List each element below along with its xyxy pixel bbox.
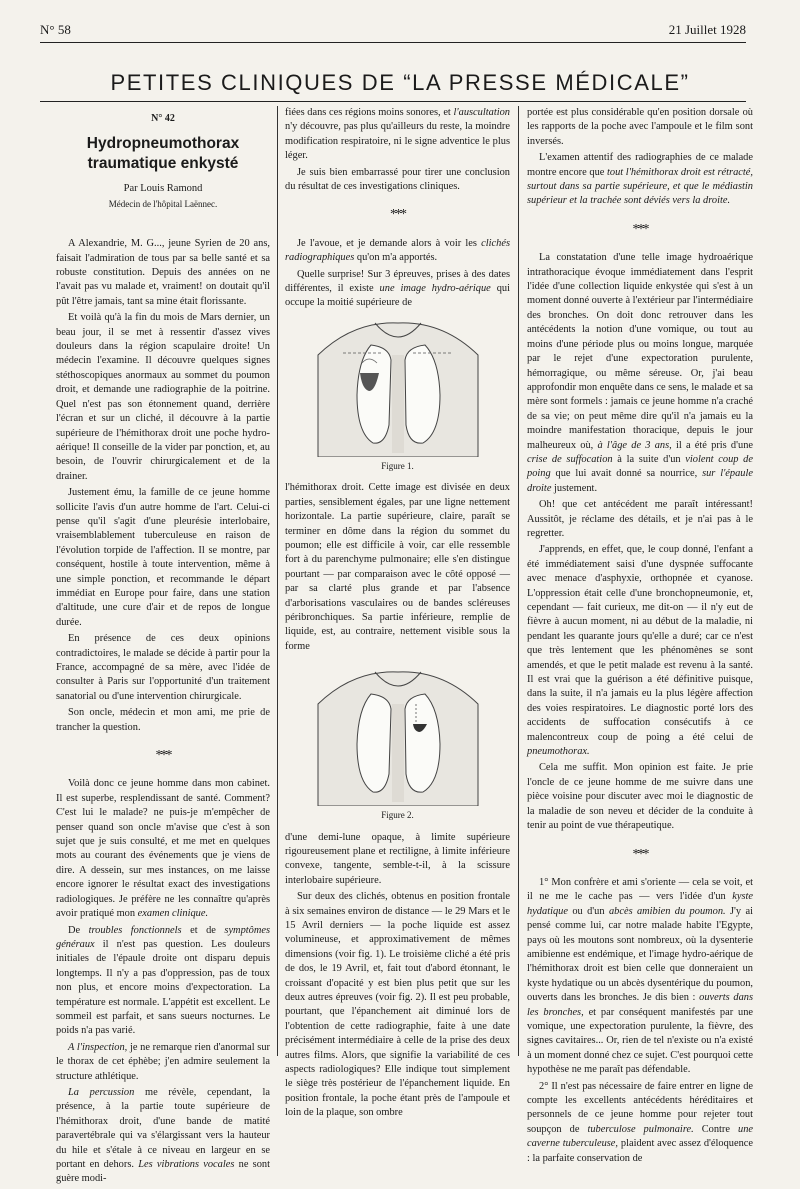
paragraph: A Alexandrie, M. G..., jeune Syrien de 20 ans, faisait l'admiration de tous par sa belle santé et sa robuste constitution. Depuis des années on ne l'avait pas vu malade et, vraiment! on doutait qu'il pût l'être jamais, tant sa mine était florissante. — [56, 238, 270, 307]
paragraph: d'une demi-lune opaque, à limite supérieure rigoureusement plane et rectiligne, à limite inférieure convexe, tangente, semble-t-il, à la scissure interlobaire supérieure. — [285, 831, 510, 886]
paragraph: La percussion me révèle, cependant, la présence, à la partie toute supérieure de l'hémithorax droit, d'une bande de matité paravertébrale qui va s'élargissant vers la hauteur du hile et s'étale à ce niveau en largeur en se portant en dehors. Les vibrations vocales ne sont guère modi- — [56, 1086, 270, 1185]
issue-number: N° 58 — [40, 22, 71, 37]
paragraph: l'hémithorax droit. Cette image est divisée en deux parties, sensiblement égales, par une ligne nettement horizontale. La partie supérieure, claire, paraît se terminer en dôme dans la région du sommet du poumon; elle est difficile à voir, car elle ressemble fort à du parenchyme pulmonaire; elle s'en distingue pourtant — par comparaison avec le côté opposé — par sa clarté plus grande et par l'absence d'arborisations vasculaires ou de bandes scléreuses péribronchiques. Sa partie inférieure, remplie de liquide, est, au contraire, nettement visible sous la forme — [285, 482, 510, 652]
section-separator: *** — [632, 221, 648, 237]
issue-date: 21 Juillet 1928 — [668, 22, 746, 37]
header-rule — [40, 42, 746, 43]
paragraph: Quelle surprise! Sur 3 épreuves, prises à des dates différentes, il existe une image hydro-aérique qui occupe la moitié supérieure de — [285, 268, 510, 309]
figure-1-caption: Figure 1. — [381, 460, 414, 471]
paragraph: Voilà donc ce jeune homme dans mon cabinet. Il est superbe, resplendissant de santé. Comment? C'est lui le malade? ne puis-je m'empêcher de penser quand son oncle m'avise que c'est à son sujet que je suis consulté, et me met en quelques mots au courant des événements que je viens de dire. A dessein, sur mes instances, on me laisse encore ignorer le résultat exact des investigations radiologiques. Je préfère ne les connaître qu'après avoir pratiqué mon examen clinique. — [56, 778, 270, 920]
paragraph: En présence de ces deux opinions contradictoires, le malade se décide à partir pour la France, accompagné de sa mère, avec l'idée de consulter à Paris sur l'opportunité d'un traitement sanatorial ou d'une intervention chirurgicale. — [56, 633, 270, 702]
paragraph: Sur deux des clichés, obtenus en position frontale à six semaines environ de distance — le 29 Mars et le 15 Avril derniers — la poche liquide est assez volumineuse, et approximativement de mêmes dimensions (voir fig. 1). Le troisième cliché a été pris de dos, le 19 Avril, et, fait tout d'abord étonnant, le croissant d'opacité y est bien plus petit que sur les deux autres épreuves (voir fig. 2). Il est peu probable, pourtant, que l'épanchement ait diminué lors de l'obtention de cette radiographie, faite à une date précisément intermédiaire à celle de la prise des deux autres films. Alors, que signifie la variabilité de ces aspects radiologiques? Elle indique tout simplement le siège très postérieur de l'épanchement liquide. En position frontale, la poche étant près de l'ampoule et loin de la plaque, son ombre — [285, 891, 510, 1119]
article-title — [56, 134, 270, 174]
paragraph: 1° Mon confrère et ami s'oriente — cela se voit, et il ne me le cache pas — vers l'idée d'un kyste hydatique ou d'un abcès amibien du poumon. J'y ai pensé comme lui, car notre malade habite l'Egypte, pays où les moutons sont nombreux, où la dysenterie amibienne est endémique, et l'image hydro-aérique de l'hémithorax droit est bien celle que donneraient un kyste hydatique ou un abcès dysentérique du poumon, ouverts dans les bronches. Je dis bien : ouverts dans les bronches, et par conséquent manifestés par une vomique, une expectoration purulente, la fièvre, des signes cavitaires... Or, rien de tel n'existe ou n'a existé à un moment donné chez ce sujet. C'est pourquoi cette hypothèse ne me paraît pas défendable. — [527, 876, 754, 1076]
title-rule — [40, 101, 746, 102]
paragraph: portée est plus considérable qu'en position dorsale où les rapports de la poche avec l'ampoule et le film sont inversés. — [527, 107, 753, 147]
column-divider-1 — [277, 106, 278, 1056]
paragraph: fiées dans ces régions moins sonores, et l'auscultation n'y découvre, pas plus qu'ailleurs du reste, la moindre modification respiratoire, ni le signe adventice le plus léger. — [285, 107, 510, 162]
column-2 — [285, 106, 510, 1123]
section-separator: *** — [632, 846, 648, 862]
paragraph: Et voilà qu'à la fin du mois de Mars dernier, un beau jour, il se met à ressentir d'assez vives douleurs dans la région scapulaire droite! Un médecin l'examine. Il découvre quelques signes stéthoscopiques anormaux au sommet du poumon droit, et demande une radiographie de la poitrine. Quel n'est pas son étonnement quand, derrière l'écran et sur un cliché, il découvre à la partie supérieure de l'hémithorax droit une poche hydro-aérique! Il conseille de la vider par ponction, et, au besoin, de l'ouvrir chirurgicalement et de la drainer. — [56, 312, 270, 482]
article-title-line1: Hydropneumothorax — [86, 135, 240, 153]
paragraph: Oh! que cet antécédent me paraît intéressant! Aussitôt, je réclame des détails, et je n'ai pas à le regretter. — [527, 499, 753, 539]
column-divider-2 — [518, 106, 519, 1056]
column-1 — [56, 106, 270, 1189]
article-title-line2: traumatique enkysté — [87, 155, 239, 173]
paragraph: 2° Il n'est pas nécessaire de faire entrer en ligne de compte les excellents antécédents héréditaires et personnels de ce jeune homme pour rejeter tout soupçon de tuberculose pulmonaire. Contre une caverne tuberculeuse, plaident avec assez d'éloquence : la parfaite conservation de — [527, 1080, 754, 1164]
page-title: PETITES CLINIQUES DE “LA PRESSE MÉDICALE” — [110, 70, 690, 95]
section-separator: *** — [155, 748, 171, 764]
figure-2-chest-radiograph — [313, 664, 483, 806]
paragraph: Son oncle, médecin et mon ami, me prie de trancher la question. — [56, 707, 270, 733]
paragraph: Je l'avoue, et je demande alors à voir les clichés radiographiques qu'on m'a apportés. — [285, 237, 510, 264]
section-separator: *** — [390, 207, 405, 223]
article-author: Par Louis Ramond — [123, 183, 203, 195]
paragraph: A l'inspection, je ne remarque rien d'anormal sur le thorax de cet éphèbe; j'en admire seulement la structure athlétique. — [56, 1041, 270, 1082]
column-3 — [527, 106, 753, 1168]
paragraph: Cela me suffit. Mon opinion est faite. Je prie l'oncle de ce jeune homme de me suivre dans une pièce voisine pour discuter avec moi le diagnostic de la maladie de son neveu et décider de la conduite à tenir au point de vue thérapeutique. — [527, 762, 753, 832]
author-affiliation: Médecin de l'hôpital Laënnec. — [108, 198, 218, 209]
paragraph: J'apprends, en effet, que, le coup donné, l'enfant a été immédiatement saisi d'une dyspnée suffocante avec menace d'asphyxie, orthopnée et cyanose. L'oppression était celle d'une bronchopneumonie, et, cependant — fait curieux, me dit-on — il n'y eut de fièvre à aucun moment, ni au début de la maladie, ni pendant les quarante jours qu'elle a duré; car ce n'est que très lentement que les phénomènes se sont amendés, et que le petit malade est revenu à la santé. Il est vrai que la guérison a été définitive puisque, dans la suite, il n'a jamais eu la plus légère affection des voies respiratoires. Le diagnostic porté lors des accidents de suffocation consécutifs à ce malencontreux coup de poing a été celui de pneumothorax. — [527, 544, 753, 758]
paragraph: Je suis bien embarrassé pour tirer une conclusion du résultat de ces investigations cliniques. — [285, 166, 510, 193]
paragraph: L'examen attentif des radiographies de ce malade montre encore que tout l'hémithorax droit est rétracté, surtout dans sa partie supérieure, et que le médiastin supérieur et la trachée sont déviés vers la droite. — [527, 152, 753, 207]
running-header — [40, 22, 746, 40]
paragraph: De troubles fonctionnels et de symptômes généraux il n'est pas question. Les douleurs initiales de l'épaule droite ont disparu depuis longtemps. Il n'y a pas d'oppression, pas de toux non plus, et encore moins d'expectoration. La température est normale. L'appétit est excellent. Le sommeil est parfait, et sans sueurs nocturnes. Le poids n'a pas varié. — [56, 924, 271, 1037]
paragraph: La constatation d'une telle image hydroaérique intrathoracique évoque immédiatement dans l'esprit l'idée d'une collection liquide enkystée qui s'est à un moment donné ouverte à l'extérieur par l'intermédiaire des bronches. On doit donc retrouver dans les antécédents la notion d'une vomique, ou tout au moins d'une période plus ou moins longue, marquée par le rejet d'une expectoration purulente, hémorragique, ou même séreuse. Or, j'ai beau approfondir mon enquête dans ce sens, le malade et sa mère sont formels : jamais ce jeune homme n'a craché de sa vie; on peut même dire qu'il n'a jamais eu la moindre manifestation thoracique, depuis le jour malheureux où, à l'âge de 3 ans, il a été pris d'une crise de suffocation à la suite d'un violent coup de poing que lui avait donné sa nourrice, sur l'épaule droite justement. — [527, 252, 754, 494]
paragraph: Justement ému, la famille de ce jeune homme sollicite l'avis d'un autre homme de l'art. Celui-ci pense qu'il s'agit d'une pleurésie interlobaire, vraisemblablement tuberculeuse en raison de l'évolution torpide de l'affection. Il se montre, par conséquent, hostile à toute intervention, même à une simple ponction, et recommande le départ immédiat en Europe pour faire, dans une station d'altitude, une cure d'air et de repos de longue durée. — [56, 487, 270, 628]
figure-2-caption: Figure 2. — [381, 810, 414, 821]
article-number: N° 42 — [151, 113, 175, 124]
figure-1-chest-radiograph — [313, 315, 483, 457]
